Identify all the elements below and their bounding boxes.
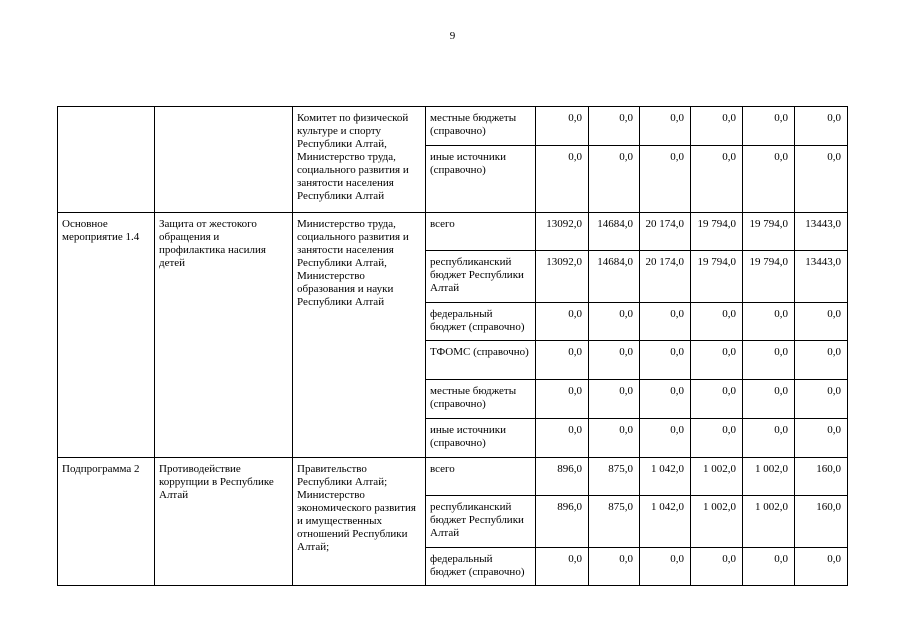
funding-source-cell: местные бюджеты (справочно): [426, 107, 536, 146]
program-name-cell: Противодействие коррупции в Республике Алтай: [155, 458, 293, 586]
amount-cell: 0,0: [536, 303, 589, 341]
amount-cell: 19 794,0: [743, 213, 795, 251]
amount-cell: 875,0: [589, 458, 640, 496]
program-name-cell: Защита от жестокого обращения и профилактика насилия детей: [155, 213, 293, 458]
amount-cell: 0,0: [691, 419, 743, 458]
amount-cell: 896,0: [536, 458, 589, 496]
amount-cell: 0,0: [589, 380, 640, 419]
funding-source-cell: федеральный бюджет (справочно): [426, 303, 536, 341]
table-row: [58, 107, 848, 146]
funding-source-cell: всего: [426, 458, 536, 496]
amount-cell: 20 174,0: [640, 213, 691, 251]
funding-source-cell: иные источники (справочно): [426, 146, 536, 213]
amount-cell: 0,0: [743, 548, 795, 586]
amount-cell: 20 174,0: [640, 251, 691, 303]
program-code-cell: Основное мероприятие 1.4: [58, 213, 155, 458]
amount-cell: 0,0: [691, 380, 743, 419]
amount-cell: 1 002,0: [691, 496, 743, 548]
amount-cell: 0,0: [691, 107, 743, 146]
program-code-cell: [58, 107, 155, 213]
amount-cell: 19 794,0: [691, 213, 743, 251]
amount-cell: 13092,0: [536, 213, 589, 251]
amount-cell: 0,0: [640, 341, 691, 380]
amount-cell: 0,0: [795, 107, 848, 146]
amount-cell: 0,0: [536, 146, 589, 213]
amount-cell: 19 794,0: [691, 251, 743, 303]
program-code-cell: Подпрограмма 2: [58, 458, 155, 586]
amount-cell: 0,0: [640, 303, 691, 341]
table-row: [58, 213, 848, 251]
amount-cell: 0,0: [640, 107, 691, 146]
amount-cell: 896,0: [536, 496, 589, 548]
amount-cell: 0,0: [795, 146, 848, 213]
executor-cell: Комитет по физической культуре и спорту Республики Алтай, Министерство труда, социального развития и занятости населения Республики Алтай: [293, 107, 426, 213]
amount-cell: 0,0: [795, 419, 848, 458]
amount-cell: 0,0: [640, 146, 691, 213]
amount-cell: 0,0: [536, 419, 589, 458]
amount-cell: 0,0: [743, 303, 795, 341]
amount-cell: 0,0: [589, 146, 640, 213]
program-name-cell: [155, 107, 293, 213]
amount-cell: 0,0: [795, 380, 848, 419]
budget-table: [57, 106, 848, 586]
amount-cell: 0,0: [743, 419, 795, 458]
amount-cell: 0,0: [691, 303, 743, 341]
amount-cell: 0,0: [589, 107, 640, 146]
amount-cell: 1 042,0: [640, 496, 691, 548]
funding-source-cell: федеральный бюджет (справочно): [426, 548, 536, 586]
executor-cell: Правительство Республики Алтай; Министерство экономического развития и имущественных отношений Республики Алтай;: [293, 458, 426, 586]
amount-cell: 0,0: [795, 341, 848, 380]
funding-source-cell: всего: [426, 213, 536, 251]
page-number: 9: [449, 30, 456, 42]
funding-source-cell: республиканский бюджет Республики Алтай: [426, 496, 536, 548]
amount-cell: 0,0: [536, 548, 589, 586]
amount-cell: 0,0: [691, 548, 743, 586]
amount-cell: 0,0: [589, 303, 640, 341]
amount-cell: 875,0: [589, 496, 640, 548]
amount-cell: 0,0: [640, 548, 691, 586]
amount-cell: 0,0: [743, 380, 795, 419]
amount-cell: 0,0: [536, 107, 589, 146]
amount-cell: 0,0: [589, 341, 640, 380]
table-row: [58, 458, 848, 496]
amount-cell: 0,0: [743, 146, 795, 213]
amount-cell: 0,0: [640, 380, 691, 419]
funding-source-cell: республиканский бюджет Республики Алтай: [426, 251, 536, 303]
funding-source-cell: местные бюджеты (справочно): [426, 380, 536, 419]
amount-cell: 13092,0: [536, 251, 589, 303]
amount-cell: 0,0: [640, 419, 691, 458]
funding-source-cell: ТФОМС (справочно): [426, 341, 536, 380]
amount-cell: 19 794,0: [743, 251, 795, 303]
amount-cell: 0,0: [743, 107, 795, 146]
amount-cell: 1 042,0: [640, 458, 691, 496]
amount-cell: 0,0: [536, 380, 589, 419]
amount-cell: 1 002,0: [743, 458, 795, 496]
amount-cell: 0,0: [589, 548, 640, 586]
amount-cell: 0,0: [691, 146, 743, 213]
amount-cell: 1 002,0: [691, 458, 743, 496]
amount-cell: 160,0: [795, 496, 848, 548]
funding-source-cell: иные источники (справочно): [426, 419, 536, 458]
amount-cell: 0,0: [795, 548, 848, 586]
executor-cell: Министерство труда, социального развития и занятости населения Республики Алтай, Министерство образования и науки Республики Алтай: [293, 213, 426, 458]
amount-cell: 0,0: [743, 341, 795, 380]
amount-cell: 14684,0: [589, 251, 640, 303]
amount-cell: 160,0: [795, 458, 848, 496]
amount-cell: 13443,0: [795, 213, 848, 251]
amount-cell: 13443,0: [795, 251, 848, 303]
amount-cell: 0,0: [795, 303, 848, 341]
amount-cell: 14684,0: [589, 213, 640, 251]
amount-cell: 0,0: [589, 419, 640, 458]
amount-cell: 1 002,0: [743, 496, 795, 548]
amount-cell: 0,0: [536, 341, 589, 380]
amount-cell: 0,0: [691, 341, 743, 380]
